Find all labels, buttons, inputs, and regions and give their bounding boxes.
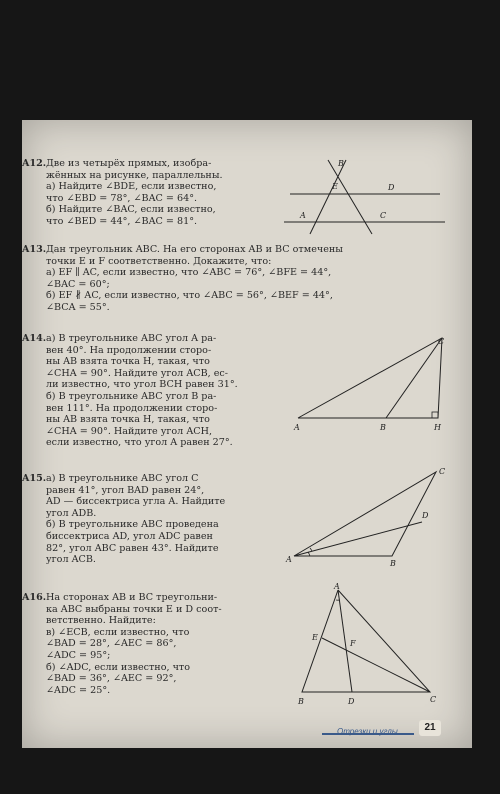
problem-text [46,333,238,449]
text-line: б) ∠ADC, если известно, что [46,661,190,673]
text-line: AD — биссектриса угла A. Найдите [46,496,226,508]
problem-number: A12. [22,158,47,169]
section-title: Отрезки и углы [337,727,398,736]
label-d: D [348,697,355,706]
text-line: ∠BAD = 28°, ∠AEC = 86°, [46,638,177,650]
label-a: A [334,582,340,591]
label-a: A [286,555,292,564]
problem-text [46,473,225,566]
problem-number: A15. [22,473,47,484]
label-d: D [422,511,429,520]
text-line: б) EF ∦ AC, если известно, что ∠ABC = 56°, ∠BEF = 44°, [46,290,333,302]
problem-text [46,244,343,314]
text-line: ли известно, что угол BCH равен 31°. [46,379,238,391]
text-line: б) В треугольнике ABC угол B ра- [46,390,217,402]
problem-number: A13. [22,244,47,255]
text-line: ∠BAD = 36°, ∠AEC = 92°, [46,673,177,685]
text-line: ∠CHA = 90°. Найдите угол ACB, ес- [46,367,229,379]
text-line: б) В треугольнике ABC проведена [46,519,219,531]
problem-text [46,592,222,696]
label-c: C [439,467,446,476]
text-line: ∠BAC = 60°; [46,278,110,290]
text-line: вен 111°. На продолжении сторо- [46,402,218,414]
text-line: 82°, угол ABC равен 43°. Найдите [46,542,219,554]
text-line: если известно, что угол A равен 27°. [46,437,233,449]
text-line: ∠ADC = 25°. [46,684,111,696]
text-line: Дан треугольник ABC. На его сторонах AB и BC отмечены [46,244,343,255]
label-e: E [332,182,338,191]
text-line: биссектриса AD, угол ADC равен [46,530,213,542]
text-line: что ∠EBD = 78°, ∠BAC = 64°. [46,192,198,204]
problem-number: A16. [22,592,47,603]
page-number: 21 [419,720,441,736]
label-a: A [294,423,300,432]
text-line: На сторонах AB и BC треугольни- [46,592,218,603]
problem-a12 [22,158,282,230]
textbook-page [22,120,472,748]
text-line: жённых на рисунке, параллельны. [46,169,223,181]
label-b: B [380,423,386,432]
text-line: б) Найдите ∠BAC, если известно, [46,204,216,216]
text-line: угол ACB. [46,554,96,566]
figure-a12 [280,156,460,238]
problem-a15 [22,473,292,569]
text-line: ветственно. Найдите: [46,615,156,627]
text-line: ка ABC выбраны точки E и D соот- [46,603,222,615]
text-line: а) В треугольнике ABC угол A ра- [46,333,217,344]
label-f: F [350,639,356,648]
label-c: C [438,337,445,346]
label-b: B [338,159,344,168]
text-line: а) Найдите ∠BDE, если известно, [46,181,217,193]
figure-a14 [290,334,460,434]
text-line: точки E и F соответственно. Докажите, что: [46,255,272,267]
label-e: E [312,633,318,642]
text-line: ∠ADC = 95°; [46,649,111,661]
text-line: в) ∠ECB, если известно, что [46,626,190,638]
label-d: D [388,183,395,192]
text-line: равен 41°, угол BAD равен 24°, [46,484,205,496]
text-line: что ∠BED = 44°, ∠BAC = 81°. [46,215,198,227]
text-line: угол ADB. [46,507,97,519]
text-line: Две из четырёх прямых, изобра- [46,158,212,169]
text-line: вен 40°. На продолжении сторо- [46,344,212,356]
label-c: C [380,211,387,220]
problem-text [46,158,223,228]
text-line: ∠BCA = 55°. [46,301,110,313]
problem-number: A14. [22,333,47,344]
text-line: ∠CHA = 90°. Найдите угол ACH, [46,425,213,437]
figure-a15 [284,462,464,572]
problem-a16 [22,592,292,700]
label-c: C [430,695,437,704]
label-h: H [434,423,441,432]
label-b: B [298,697,304,706]
figure-a16 [290,582,470,712]
label-b: B [390,559,396,568]
text-line: ны AB взята точка H, такая, что [46,356,210,368]
label-a: A [300,211,306,220]
text-line: а) EF ∥ AC, если известно, что ∠ABC = 76°, ∠BFE = 44°, [46,267,332,279]
text-line: ны AB взята точка H, такая, что [46,414,210,426]
problem-a13 [22,244,462,316]
text-line: а) В треугольнике ABC угол C [46,473,199,484]
problem-a14 [22,333,302,453]
